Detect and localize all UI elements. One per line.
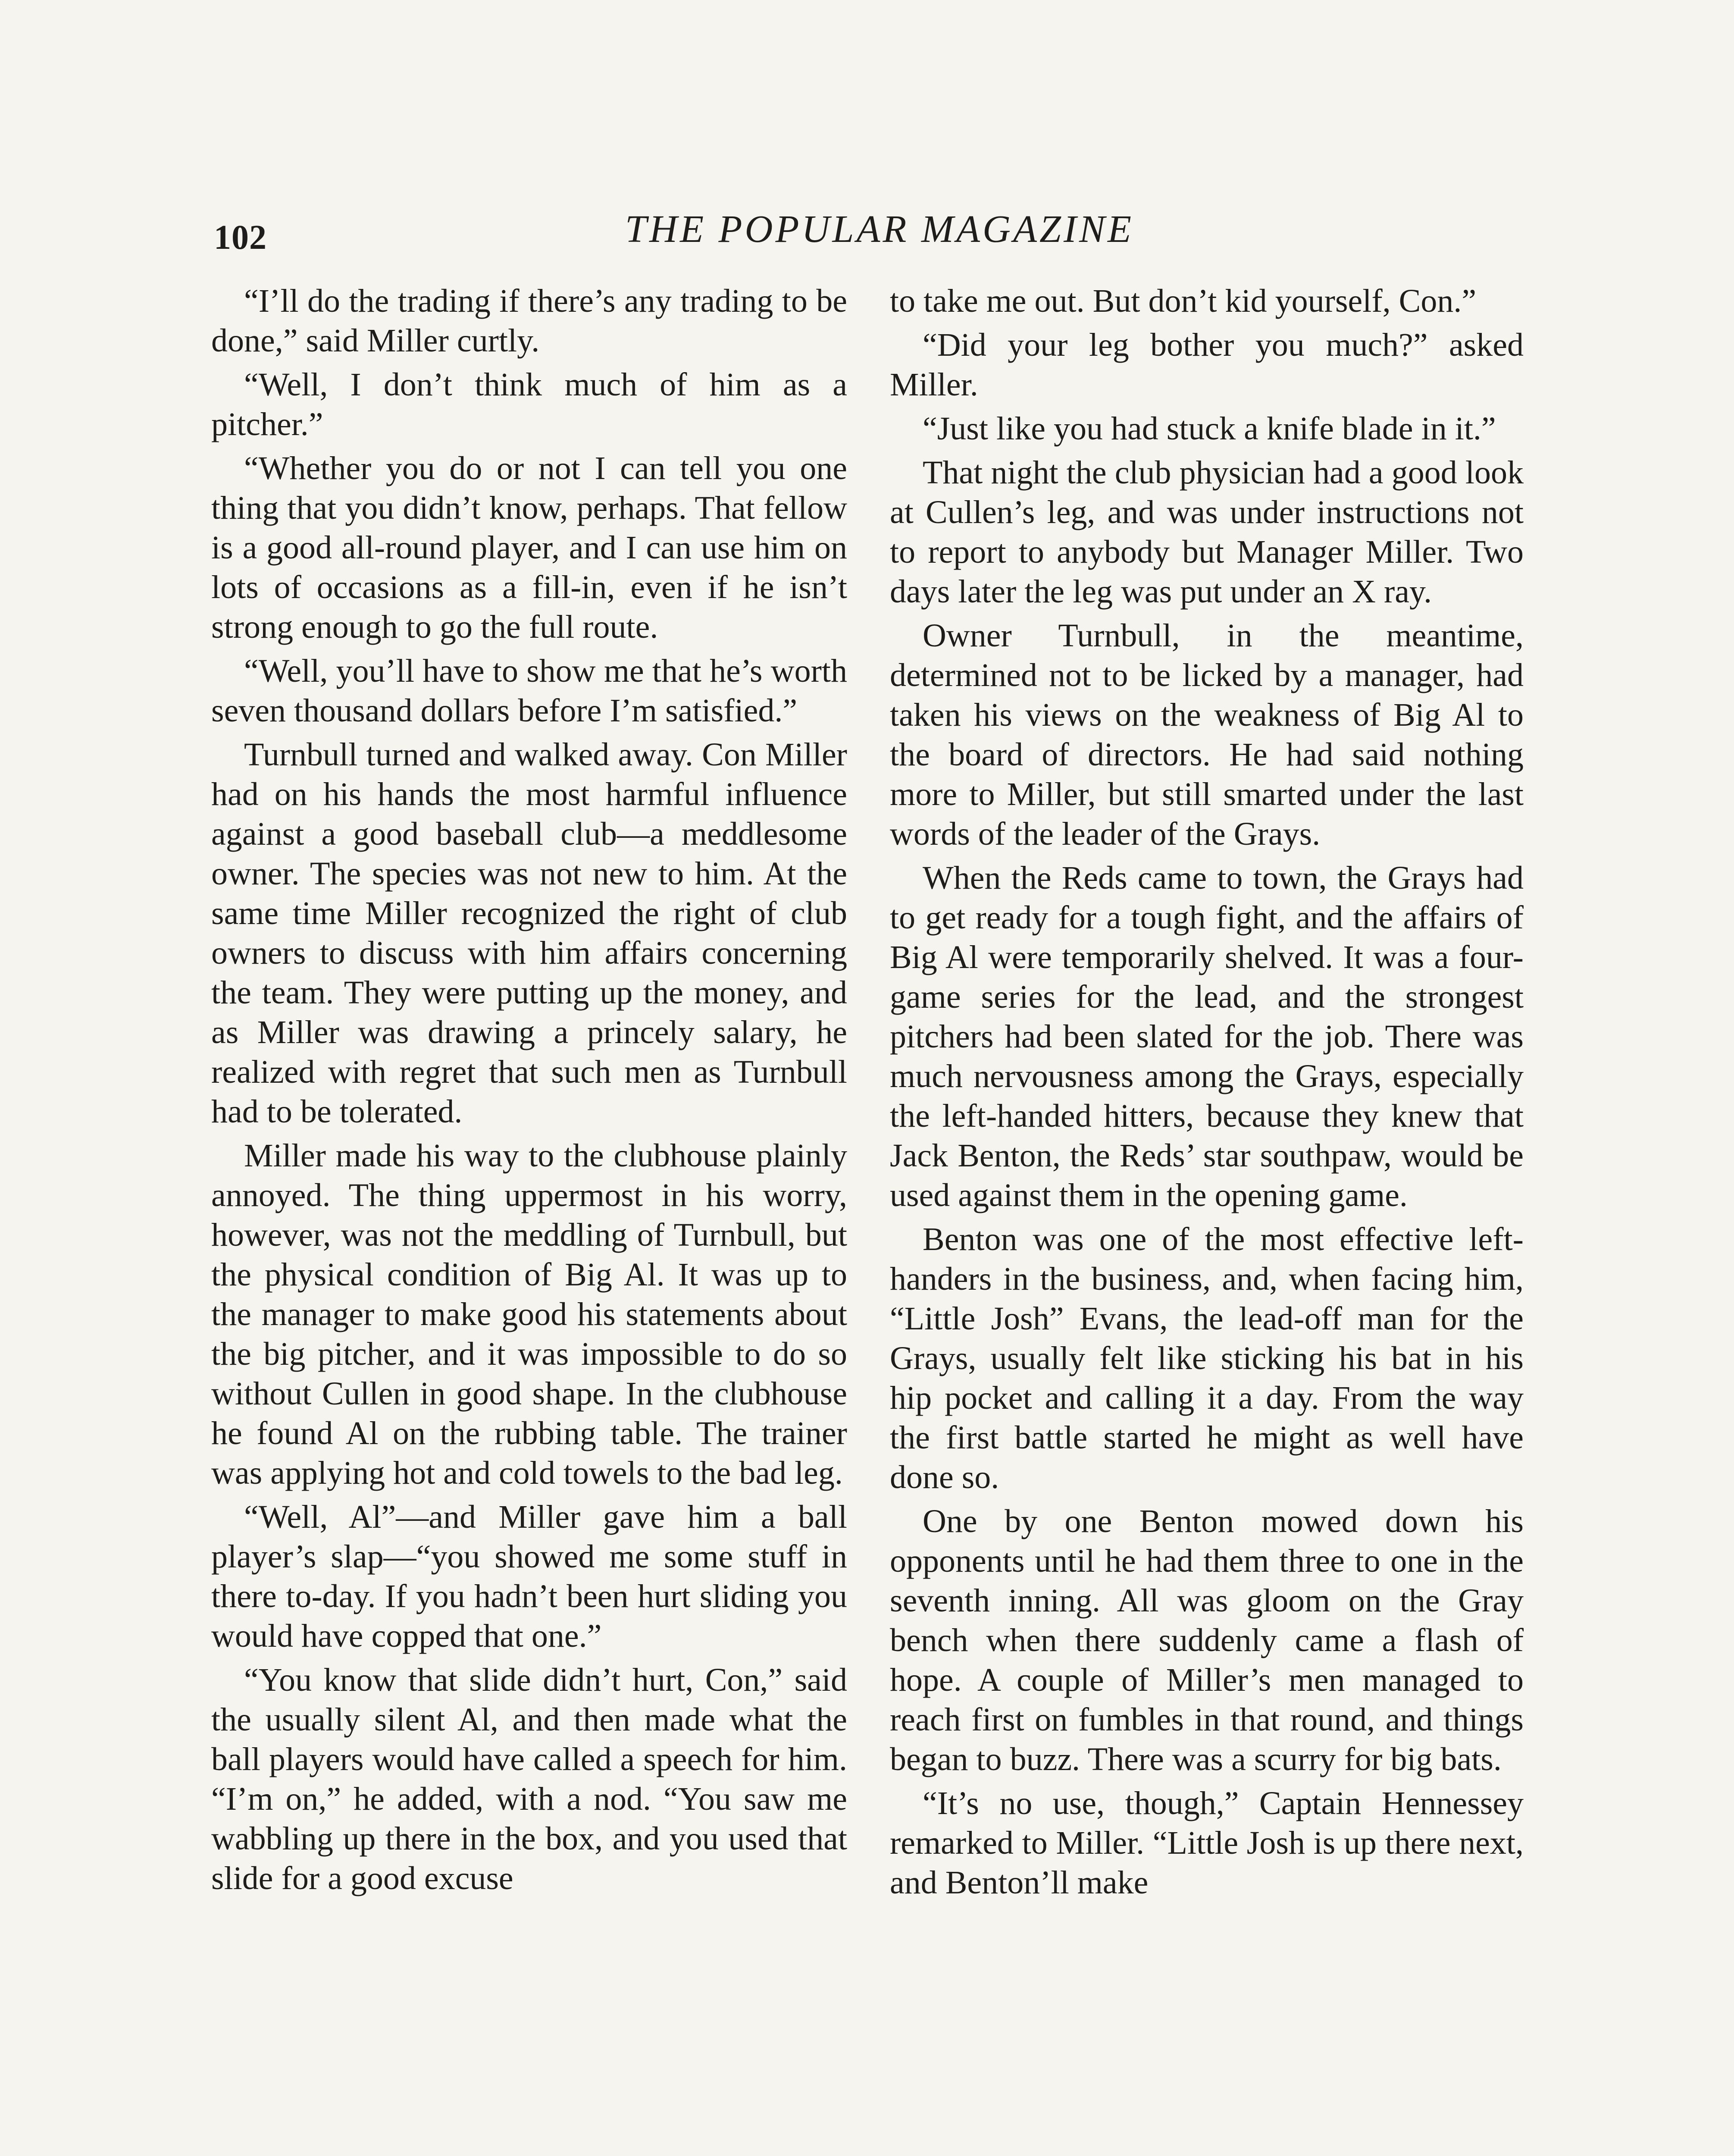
paragraph-continued: to take me out. But don’t kid yourself, Con.” [890, 283, 1477, 319]
right-column [890, 281, 1524, 2156]
paragraph: That night the club physician had a good look at Cullen’s leg, and was under instructions not to report to anybody but Manager Miller. Two days later the leg was put under an X ray. [890, 454, 1524, 610]
paragraph: “Whether you do or not I can tell you one thing that you didn’t know, perhaps. That fellow is a good all-round player, and I can use him on lots of occasions as a fill-in, even if he isn’t strong enough to go the full route. [211, 450, 847, 645]
paragraph: “Well, you’ll have to show me that he’s worth seven thousand dollars before I’m satisfied.” [211, 653, 847, 729]
paragraph: “It’s no use, though,” Captain Hennessey remarked to Miller. “Little Josh is up there next, and Benton’ll make [890, 1785, 1524, 1901]
running-title: THE POPULAR MAGAZINE [625, 208, 1134, 251]
paragraph: Miller made his way to the clubhouse plainly annoyed. The thing uppermost in his worry, however, was not the meddling of Turnbull, but the physical condition of Big Al. It was up to the manager to make good his statements about the big pitcher, and it was impossible to do so without Cullen in good shape. In the clubhouse he found Al on the rubbing table. The trainer was applying hot and cold towels to the bad leg. [211, 1138, 847, 1491]
paragraph: “You know that slide didn’t hurt, Con,” said the usually silent Al, and then made what the ball players would have called a speech for him. “I’m on,” he added, with a nod. “You saw me wabbling up there in the box, and you used that slide for a good excuse [211, 1662, 847, 1896]
paragraph: “Did your leg bother you much?” asked Miller. [890, 327, 1524, 403]
page-number: 102 [214, 219, 267, 257]
paragraph: “Well, Al”—and Miller gave him a ball player’s slap—“you showed me some stuff in there to-day. If you hadn’t been hurt sliding you would have copped that one.” [211, 1499, 847, 1654]
paragraph: Turnbull turned and walked away. Con Miller had on his hands the most harmful influence against a good baseball club—a meddlesome owner. The species was not new to him. At the same time Miller recognized the right of club owners to discuss with him affairs concerning the team. They were putting up the money, and as Miller was drawing a princely salary, he realized with regret that such men as Turnbull had to be tolerated. [211, 736, 847, 1130]
paragraph: One by one Benton mowed down his opponents until he had them three to one in the seventh inning. All was gloom on the Gray bench when there suddenly came a flash of hope. A couple of Miller’s men managed to reach first on fumbles in that round, and things began to buzz. There was a scurry for big bats. [890, 1503, 1524, 1777]
paragraph: “Well, I don’t think much of him as a pitcher.” [211, 367, 847, 442]
paragraph: “Just like you had stuck a knife blade in it.” [923, 411, 1496, 447]
left-column [211, 281, 847, 2156]
paragraph: Owner Turnbull, in the meantime, determined not to be licked by a manager, had taken his views on the weakness of Big Al to the board of directors. He had said nothing more to Miller, but still smarted under the last words of the leader of the Grays. [890, 617, 1524, 852]
paragraph: Benton was one of the most effective left-handers in the business, and, when facing him, “Little Josh” Evans, the lead-off man for the Grays, usually felt like sticking his bat in his hip pocket and calling it a day. From the way the first battle started he might as well have done so. [890, 1221, 1524, 1495]
paragraph: When the Reds came to town, the Grays had to get ready for a tough fight, and the affairs of Big Al were temporarily shelved. It was a four-game series for the lead, and the strongest pitchers had been slated for the job. There was much nervousness among the Grays, especially the left-handed hitters, because they knew that Jack Benton, the Reds’ star southpaw, would be used against them in the opening game. [890, 860, 1524, 1213]
paragraph: “I’ll do the trading if there’s any trading to be done,” said Miller curtly. [211, 283, 847, 359]
